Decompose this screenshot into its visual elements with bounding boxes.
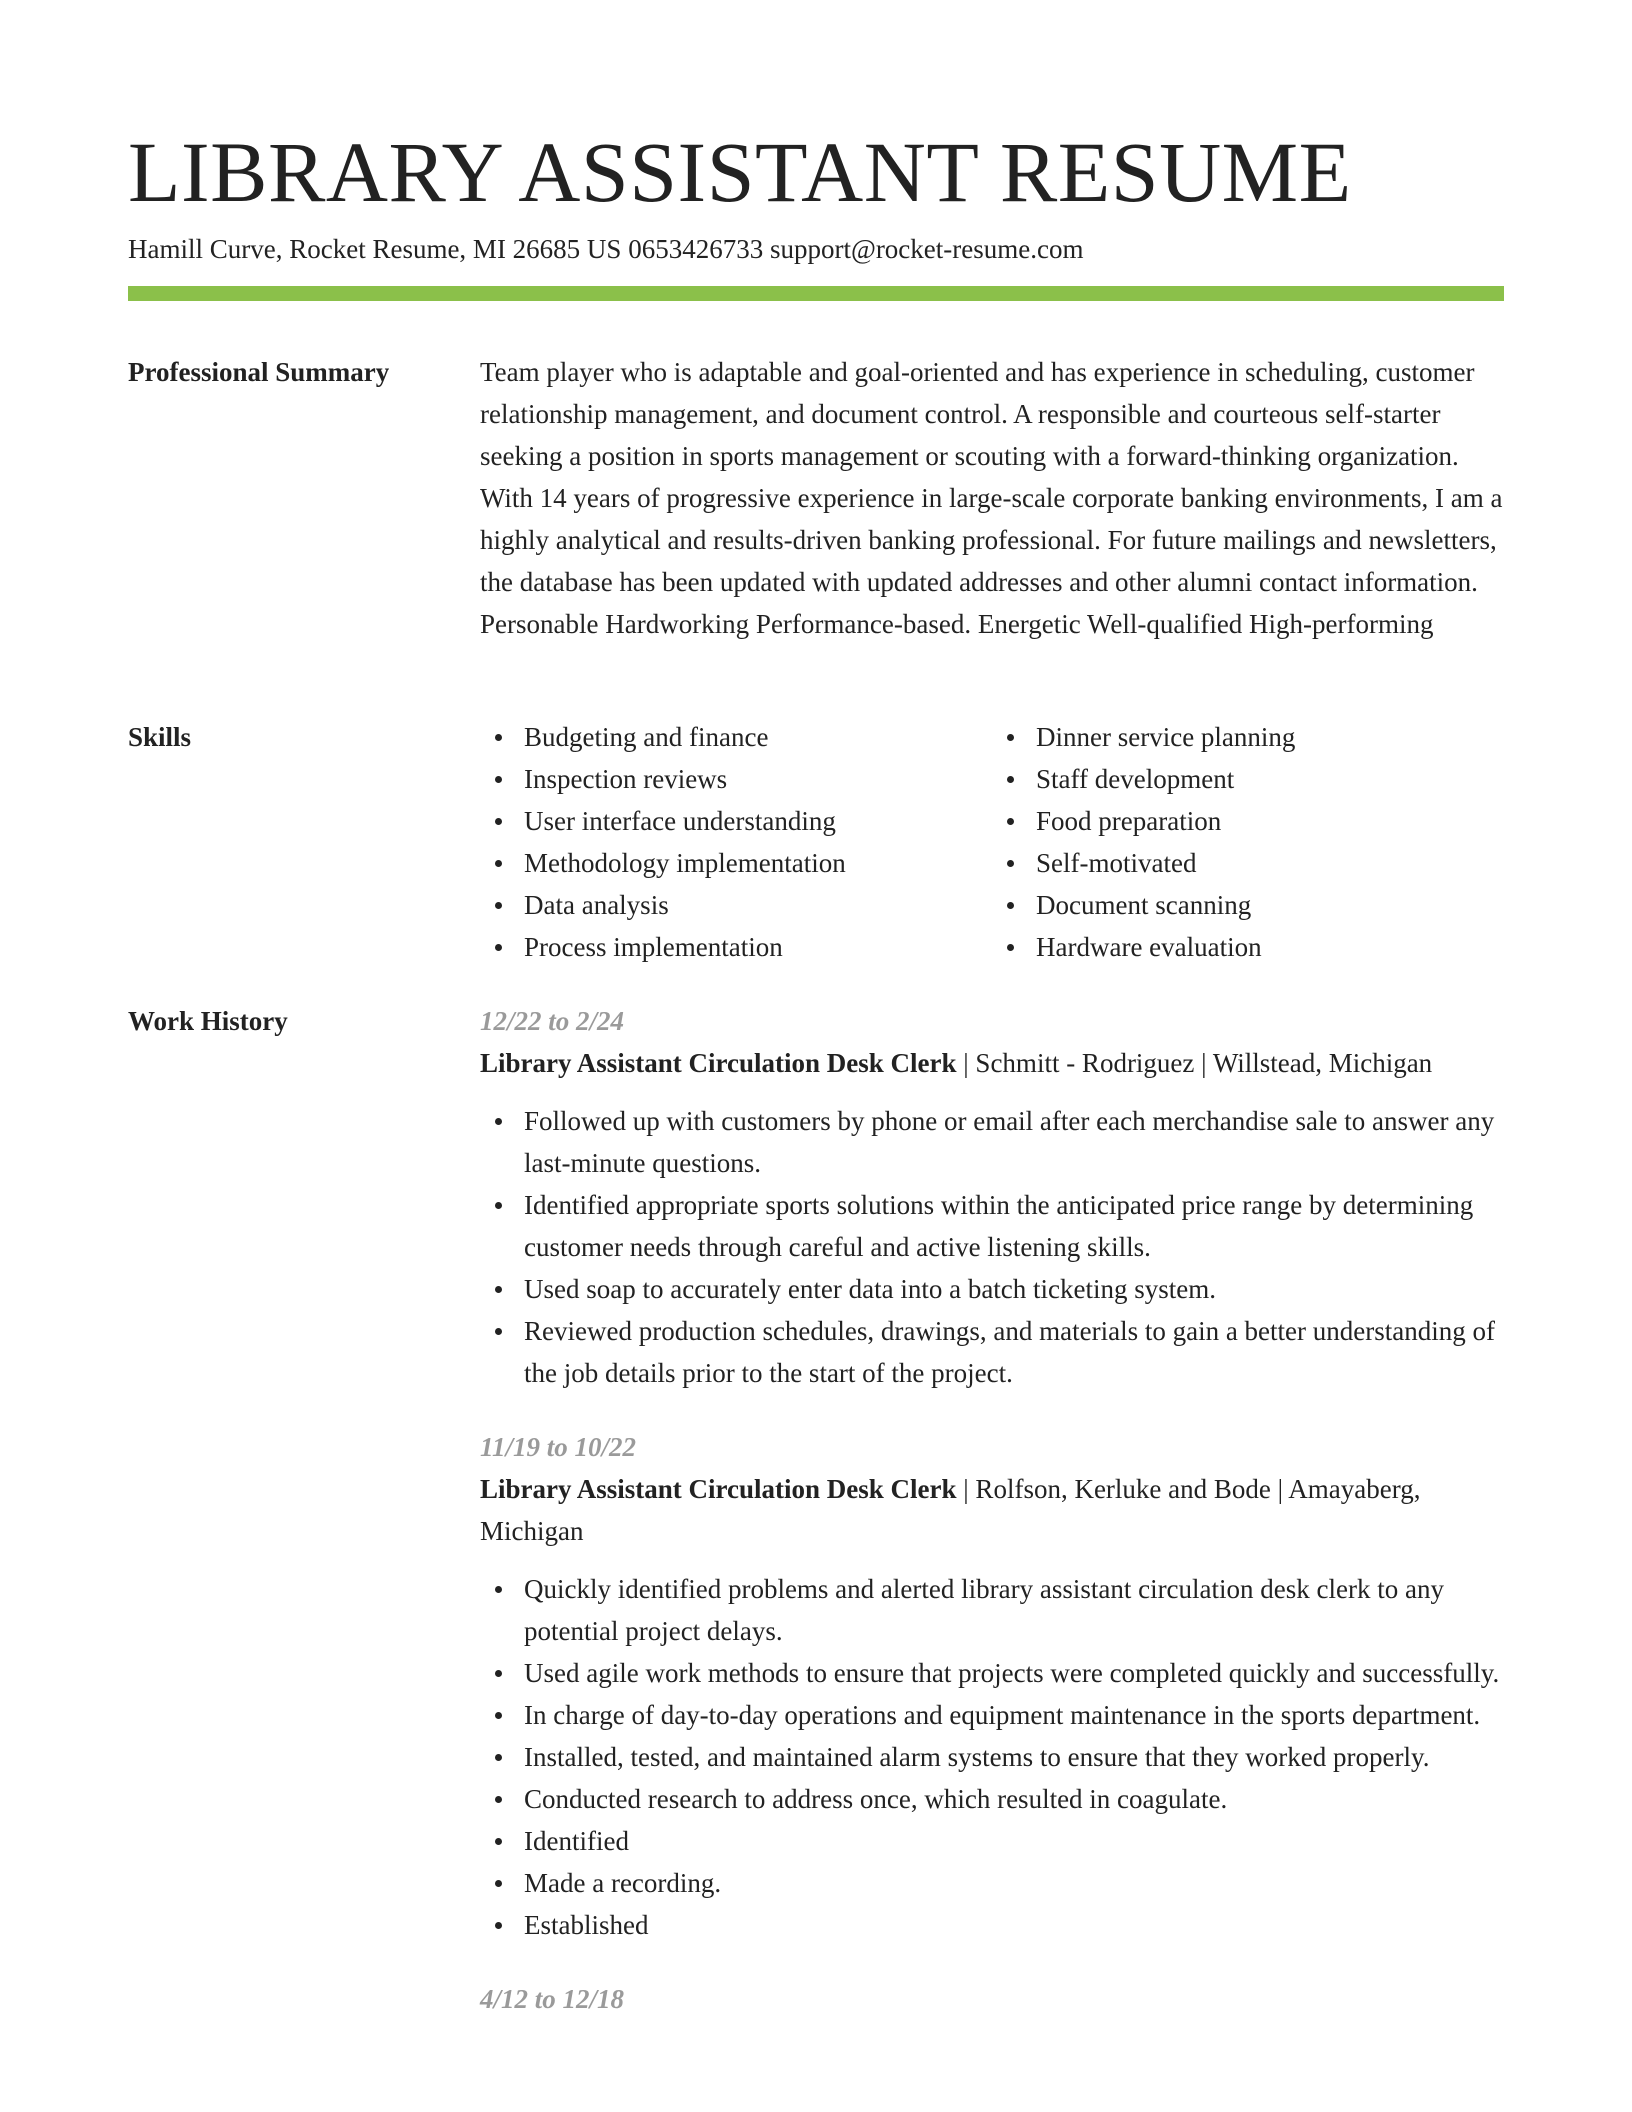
- job-details: | Rolfson, Kerluke and Bode | Amayaberg, Michigan: [480, 1474, 1421, 1546]
- job-title: Library Assistant Circulation Desk Clerk: [480, 1048, 957, 1078]
- job-bullet: In charge of day-to-day operations and equipment maintenance in the sports department.: [480, 1694, 1504, 1736]
- contact-line: [128, 232, 1083, 266]
- contact-address: Hamill Curve, Rocket Resume, MI 26685 US: [128, 234, 622, 264]
- job-title: Library Assistant Circulation Desk Clerk: [480, 1474, 957, 1504]
- skill-item: Inspection reviews: [524, 758, 992, 800]
- skills-heading: Skills: [128, 722, 192, 752]
- job-dates: 4/12 to 12/18: [480, 1984, 625, 2014]
- job-bullet: Used agile work methods to ensure that projects were completed quickly and successfully.: [480, 1652, 1504, 1694]
- job-details: | Schmitt - Rodriguez | Willstead, Michigan: [956, 1048, 1433, 1078]
- job-bullets: [480, 1100, 1504, 1394]
- skill-item: Budgeting and finance: [524, 716, 992, 758]
- skill-item: Document scanning: [1036, 884, 1504, 926]
- job-entry: [480, 1426, 1504, 1946]
- job-bullet: Identified: [480, 1820, 1504, 1862]
- skill-item: Hardware evaluation: [1036, 926, 1504, 968]
- job-bullets: [480, 1568, 1504, 1946]
- skill-item: Self-motivated: [1036, 842, 1504, 884]
- work-history-body: [480, 1000, 1504, 2052]
- skill-item: Methodology implementation: [524, 842, 992, 884]
- job-bullet: Established: [480, 1904, 1504, 1946]
- job-entry: [480, 1000, 1504, 1394]
- skills-list-left: [480, 716, 992, 968]
- work-history-heading: Work History: [128, 1006, 288, 1036]
- job-bullet: Made a recording.: [480, 1862, 1504, 1904]
- summary-body: [480, 351, 1504, 645]
- skills-body: [480, 716, 1504, 968]
- job-dates: 12/22 to 2/24: [480, 1006, 625, 1036]
- job-bullet: Used soap to accurately enter data into a batch ticketing system.: [480, 1268, 1504, 1310]
- skills-list-right: [992, 716, 1504, 968]
- contact-phone: 0653426733: [628, 234, 764, 264]
- job-bullet: Followed up with customers by phone or email after each merchandise sale to answer any last-minute questions.: [480, 1100, 1504, 1184]
- skill-item: Food preparation: [1036, 800, 1504, 842]
- job-bullet: Conducted research to address once, which resulted in coagulate.: [480, 1778, 1504, 1820]
- job-heading: [480, 1042, 1504, 1084]
- resume-title: LIBRARY ASSISTANT RESUME: [128, 124, 1352, 220]
- skill-item: Staff development: [1036, 758, 1504, 800]
- skill-item: Process implementation: [524, 926, 992, 968]
- header-divider: [128, 286, 1504, 301]
- contact-email: support@rocket-resume.com: [769, 234, 1084, 264]
- job-dates: 11/19 to 10/22: [480, 1432, 637, 1462]
- skills-columns: [480, 716, 1504, 968]
- job-heading: [480, 1468, 1504, 1552]
- job-bullet: Reviewed production schedules, drawings, and materials to gain a better understanding of the job details prior to the start of the project.: [480, 1310, 1504, 1394]
- job-entry: [480, 1978, 1504, 2020]
- job-bullet: Quickly identified problems and alerted library assistant circulation desk clerk to any potential project delays.: [480, 1568, 1504, 1652]
- job-bullet: Identified appropriate sports solutions within the anticipated price range by determining customer needs through careful and active listening skills.: [480, 1184, 1504, 1268]
- skill-item: Dinner service planning: [1036, 716, 1504, 758]
- summary-text: Team player who is adaptable and goal-oriented and has experience in scheduling, customer relationship management, and document control. A responsible and courteous self-starter seeking a position in sports management or scouting with a forward-thinking organization. With 14 years of progressive experience in large-scale corporate banking environments, I am a highly analytical and results-driven banking professional. For future mailings and newsletters, the database has been updated with updated addresses and other alumni contact information. Personable Hardworking Performance-based. Energetic Well-qualified High-performing: [480, 357, 1503, 639]
- skill-item: Data analysis: [524, 884, 992, 926]
- job-bullet: Installed, tested, and maintained alarm systems to ensure that they worked properly.: [480, 1736, 1504, 1778]
- skill-item: User interface understanding: [524, 800, 992, 842]
- summary-heading: Professional Summary: [128, 357, 390, 387]
